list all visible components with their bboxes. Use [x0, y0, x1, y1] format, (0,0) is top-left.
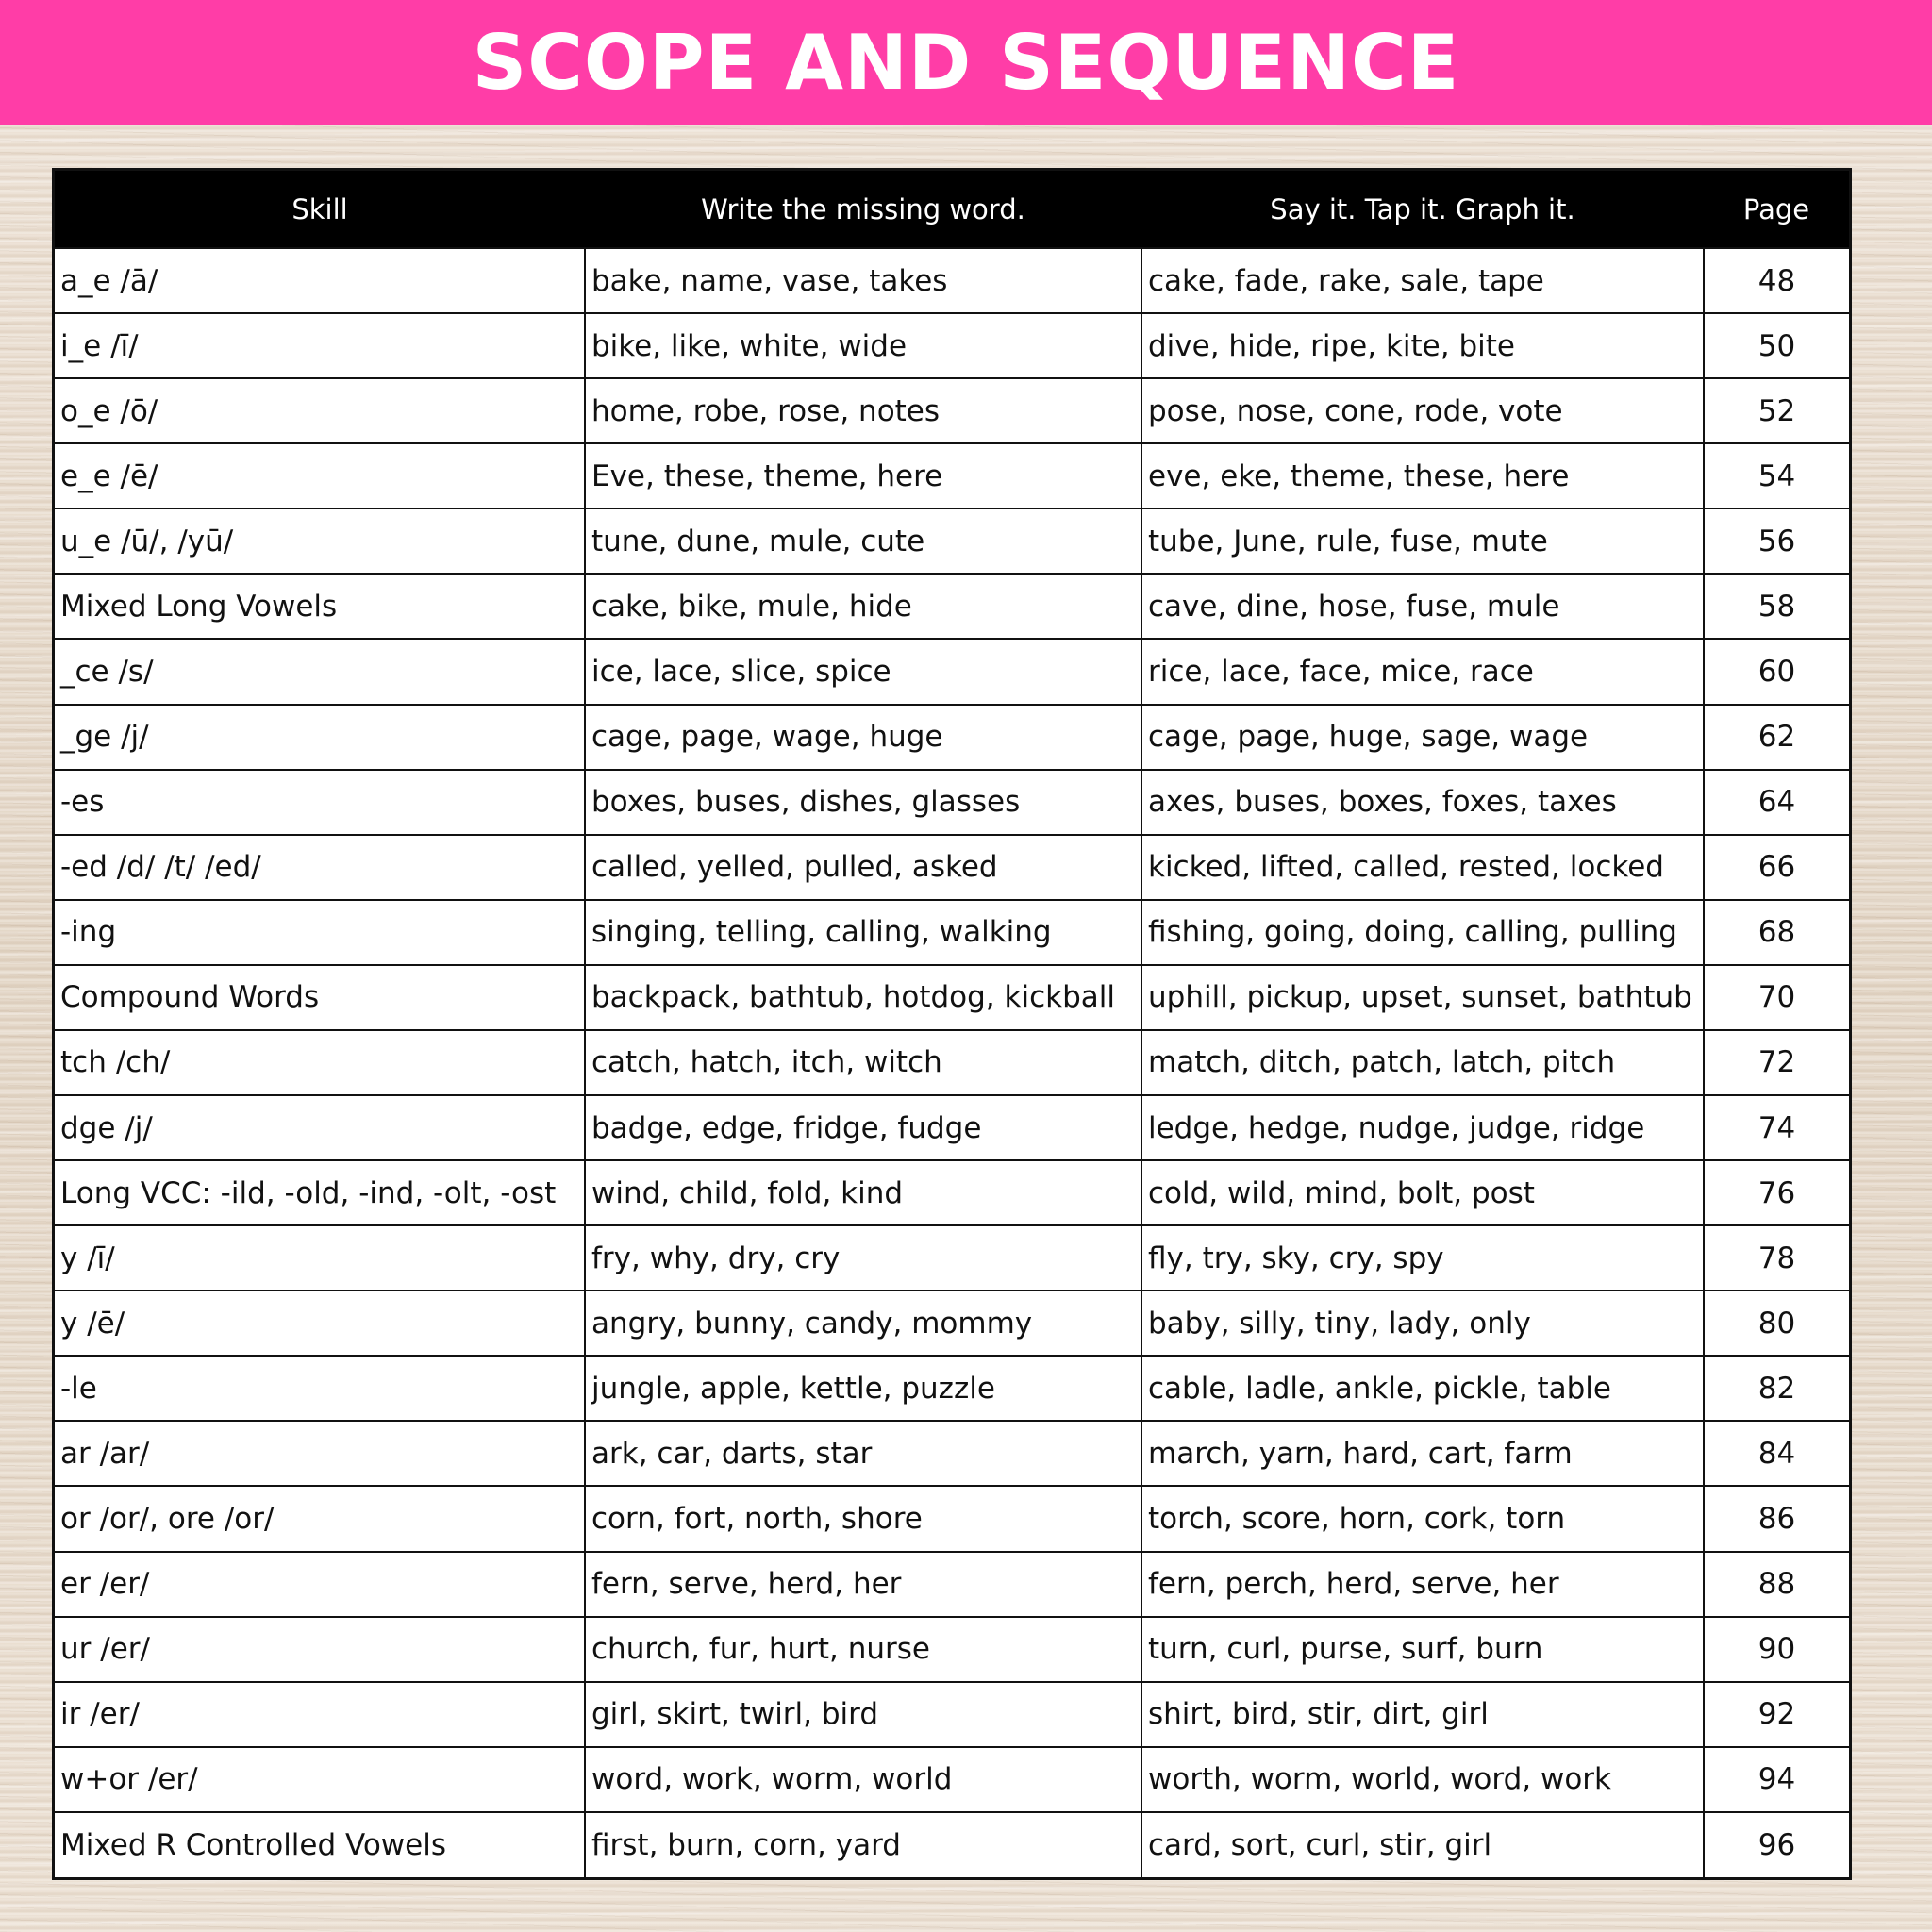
- cell-page: 96: [1704, 1812, 1849, 1877]
- header-say: Say it. Tap it. Graph it.: [1270, 192, 1575, 225]
- table-row: [55, 900, 1849, 965]
- cell-say: match, ditch, patch, latch, pitch: [1141, 1030, 1704, 1095]
- cell-say: worth, worm, world, word, work: [1141, 1747, 1704, 1812]
- table-row: [55, 1421, 1849, 1486]
- cell-say: pose, nose, cone, rode, vote: [1141, 378, 1704, 443]
- table-row: [55, 1552, 1849, 1617]
- cell-page: 72: [1704, 1030, 1849, 1095]
- table-row: [55, 770, 1849, 835]
- cell-page: 64: [1704, 770, 1849, 835]
- cell-write: ice, lace, slice, spice: [585, 639, 1141, 704]
- cell-say: rice, lace, face, mice, race: [1141, 639, 1704, 704]
- cell-skill: _ce /s/: [55, 639, 585, 704]
- cell-skill: tch /ch/: [55, 1030, 585, 1095]
- cell-page: 60: [1704, 639, 1849, 704]
- cell-page: 92: [1704, 1682, 1849, 1747]
- cell-skill: dge /j/: [55, 1095, 585, 1160]
- cell-say: tube, June, rule, fuse, mute: [1141, 508, 1704, 574]
- table-row: [55, 965, 1849, 1030]
- table-row: [55, 1291, 1849, 1356]
- table-row: [55, 1617, 1849, 1682]
- cell-page: 78: [1704, 1225, 1849, 1291]
- cell-write: tune, dune, mule, cute: [585, 508, 1141, 574]
- cell-skill: Long VCC: -ild, -old, -ind, -olt, -ost: [55, 1160, 585, 1225]
- table-row: [55, 1812, 1849, 1877]
- cell-write: bike, like, white, wide: [585, 313, 1141, 378]
- cell-say: turn, curl, purse, surf, burn: [1141, 1617, 1704, 1682]
- cell-write: cake, bike, mule, hide: [585, 574, 1141, 639]
- cell-write: angry, bunny, candy, mommy: [585, 1291, 1141, 1356]
- cell-skill: a_e /ā/: [55, 248, 585, 313]
- cell-skill: ur /er/: [55, 1617, 585, 1682]
- cell-say: uphill, pickup, upset, sunset, bathtub: [1141, 965, 1704, 1030]
- table-row: [55, 313, 1849, 378]
- cell-page: 54: [1704, 443, 1849, 508]
- cell-say: fly, try, sky, cry, spy: [1141, 1225, 1704, 1291]
- table-row: [55, 443, 1849, 508]
- page-title: SCOPE AND SEQUENCE: [472, 18, 1460, 107]
- cell-write: singing, telling, calling, walking: [585, 900, 1141, 965]
- cell-say: shirt, bird, stir, dirt, girl: [1141, 1682, 1704, 1747]
- cell-page: 86: [1704, 1486, 1849, 1551]
- cell-write: called, yelled, pulled, asked: [585, 835, 1141, 900]
- cell-say: dive, hide, ripe, kite, bite: [1141, 313, 1704, 378]
- scope-table: [55, 171, 1849, 1877]
- table-row: [55, 508, 1849, 574]
- cell-page: 80: [1704, 1291, 1849, 1356]
- cell-write: backpack, bathtub, hotdog, kickball: [585, 965, 1141, 1030]
- table-row: [55, 574, 1849, 639]
- cell-say: card, sort, curl, stir, girl: [1141, 1812, 1704, 1877]
- cell-skill: o_e /ō/: [55, 378, 585, 443]
- cell-page: 90: [1704, 1617, 1849, 1682]
- cell-skill: _ge /j/: [55, 705, 585, 770]
- cell-skill: -es: [55, 770, 585, 835]
- table-body: [55, 248, 1849, 1877]
- table-row: [55, 1356, 1849, 1421]
- cell-write: home, robe, rose, notes: [585, 378, 1141, 443]
- cell-skill: -ed /d/ /t/ /ed/: [55, 835, 585, 900]
- cell-say: eve, eke, theme, these, here: [1141, 443, 1704, 508]
- cell-write: corn, fort, north, shore: [585, 1486, 1141, 1551]
- cell-skill: y /ī/: [55, 1225, 585, 1291]
- cell-skill: Mixed R Controlled Vowels: [55, 1812, 585, 1877]
- cell-skill: ir /er/: [55, 1682, 585, 1747]
- table-row: [55, 1682, 1849, 1747]
- header-skill: Skill: [291, 192, 348, 225]
- cell-write: cage, page, wage, huge: [585, 705, 1141, 770]
- table-row: [55, 248, 1849, 313]
- table-header-row: [55, 171, 1849, 248]
- cell-page: 52: [1704, 378, 1849, 443]
- cell-page: 76: [1704, 1160, 1849, 1225]
- cell-write: jungle, apple, kettle, puzzle: [585, 1356, 1141, 1421]
- cell-skill: Compound Words: [55, 965, 585, 1030]
- cell-write: Eve, these, theme, here: [585, 443, 1141, 508]
- cell-page: 62: [1704, 705, 1849, 770]
- cell-page: 56: [1704, 508, 1849, 574]
- cell-say: ledge, hedge, nudge, judge, ridge: [1141, 1095, 1704, 1160]
- table-row: [55, 1486, 1849, 1551]
- cell-page: 48: [1704, 248, 1849, 313]
- cell-skill: u_e /ū/, /yū/: [55, 508, 585, 574]
- cell-page: 82: [1704, 1356, 1849, 1421]
- cell-page: 74: [1704, 1095, 1849, 1160]
- cell-skill: ar /ar/: [55, 1421, 585, 1486]
- title-banner: [0, 0, 1932, 125]
- cell-say: cave, dine, hose, fuse, mule: [1141, 574, 1704, 639]
- cell-page: 68: [1704, 900, 1849, 965]
- table-row: [55, 705, 1849, 770]
- cell-skill: er /er/: [55, 1552, 585, 1617]
- cell-skill: Mixed Long Vowels: [55, 574, 585, 639]
- cell-write: fry, why, dry, cry: [585, 1225, 1141, 1291]
- cell-page: 50: [1704, 313, 1849, 378]
- header-write: Write the missing word.: [701, 192, 1025, 225]
- cell-skill: i_e /ī/: [55, 313, 585, 378]
- cell-page: 70: [1704, 965, 1849, 1030]
- cell-page: 58: [1704, 574, 1849, 639]
- cell-write: bake, name, vase, takes: [585, 248, 1141, 313]
- cell-page: 88: [1704, 1552, 1849, 1617]
- cell-skill: -le: [55, 1356, 585, 1421]
- cell-say: cable, ladle, ankle, pickle, table: [1141, 1356, 1704, 1421]
- cell-write: word, work, worm, world: [585, 1747, 1141, 1812]
- cell-skill: y /ē/: [55, 1291, 585, 1356]
- cell-say: cake, fade, rake, sale, tape: [1141, 248, 1704, 313]
- cell-say: baby, silly, tiny, lady, only: [1141, 1291, 1704, 1356]
- cell-page: 84: [1704, 1421, 1849, 1486]
- cell-write: fern, serve, herd, her: [585, 1552, 1141, 1617]
- cell-skill: or /or/, ore /or/: [55, 1486, 585, 1551]
- cell-write: church, fur, hurt, nurse: [585, 1617, 1141, 1682]
- cell-write: girl, skirt, twirl, bird: [585, 1682, 1141, 1747]
- cell-write: wind, child, fold, kind: [585, 1160, 1141, 1225]
- cell-say: axes, buses, boxes, foxes, taxes: [1141, 770, 1704, 835]
- cell-say: fishing, going, doing, calling, pulling: [1141, 900, 1704, 965]
- table-row: [55, 639, 1849, 704]
- cell-write: ark, car, darts, star: [585, 1421, 1141, 1486]
- table-row: [55, 378, 1849, 443]
- cell-say: fern, perch, herd, serve, her: [1141, 1552, 1704, 1617]
- scope-sheet: [52, 168, 1852, 1880]
- table-row: [55, 1160, 1849, 1225]
- cell-page: 94: [1704, 1747, 1849, 1812]
- cell-write: first, burn, corn, yard: [585, 1812, 1141, 1877]
- cell-say: torch, score, horn, cork, torn: [1141, 1486, 1704, 1551]
- table-row: [55, 1030, 1849, 1095]
- cell-skill: -ing: [55, 900, 585, 965]
- table-row: [55, 1747, 1849, 1812]
- cell-write: catch, hatch, itch, witch: [585, 1030, 1141, 1095]
- cell-skill: w+or /er/: [55, 1747, 585, 1812]
- cell-write: boxes, buses, dishes, glasses: [585, 770, 1141, 835]
- cell-say: cage, page, huge, sage, wage: [1141, 705, 1704, 770]
- table-row: [55, 1095, 1849, 1160]
- table-row: [55, 835, 1849, 900]
- cell-say: march, yarn, hard, cart, farm: [1141, 1421, 1704, 1486]
- cell-write: badge, edge, fridge, fudge: [585, 1095, 1141, 1160]
- cell-say: cold, wild, mind, bolt, post: [1141, 1160, 1704, 1225]
- header-page: Page: [1742, 192, 1810, 225]
- table-row: [55, 1225, 1849, 1291]
- cell-skill: e_e /ē/: [55, 443, 585, 508]
- cell-say: kicked, lifted, called, rested, locked: [1141, 835, 1704, 900]
- cell-page: 66: [1704, 835, 1849, 900]
